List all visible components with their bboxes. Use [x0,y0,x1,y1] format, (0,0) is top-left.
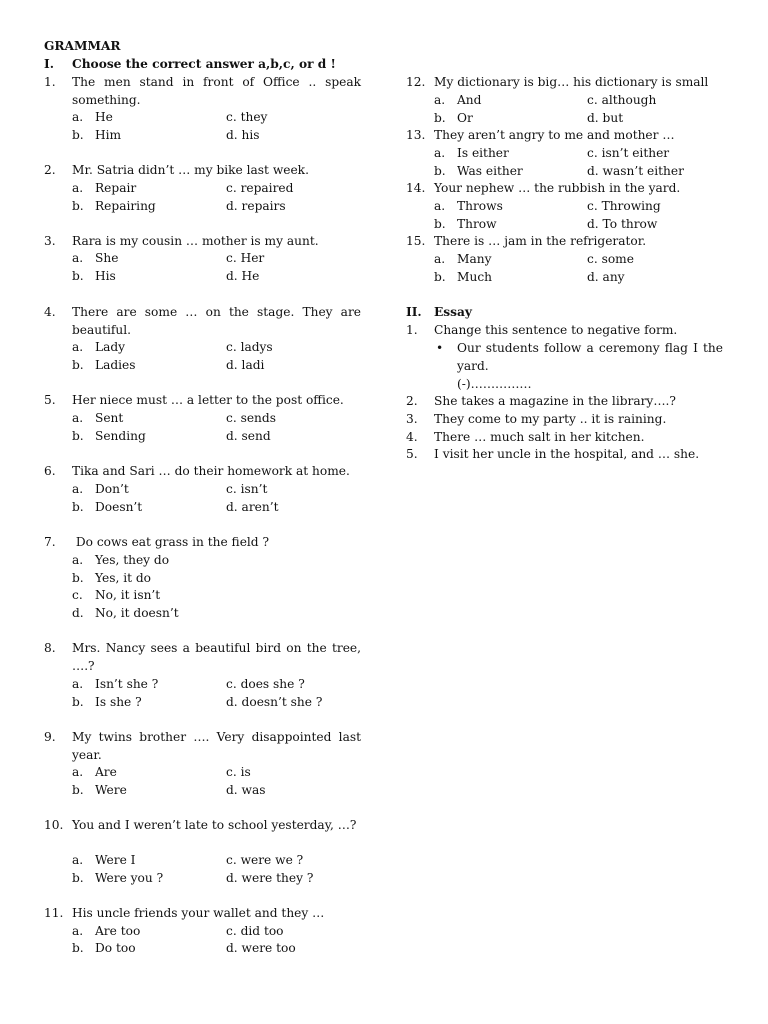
option-d: d. his [226,128,260,142]
option-b: Doesn’t [95,500,143,514]
option-letter: a. [72,924,84,938]
option-a: She [95,251,119,265]
option-a: And [457,93,482,107]
question-number: 12. [406,75,426,89]
option-c: c. Her [226,251,265,265]
question-text: My twins brother …. Very disappointed last year. [72,730,361,762]
option-letter: a. [72,181,84,195]
option-d: d. was [226,783,266,797]
option-letter: a. [72,411,84,425]
question-number: 2. [44,163,56,177]
option-b: Sending [95,429,146,443]
option-b: Yes, it do [95,571,152,585]
question-number: 4. [44,305,56,319]
option-b: Much [457,270,493,284]
essay-number: 2. [406,394,418,408]
document-title: GRAMMAR [44,39,121,53]
question-text: There is … jam in the refrigerator. [434,234,647,248]
option-a: Are [95,765,117,779]
question-text: They aren’t angry to me and mother … [434,128,675,142]
option-letter: b. [434,164,446,178]
option-d: d. any [587,270,625,284]
question-number: 9. [44,730,56,744]
option-letter: a. [72,765,84,779]
option-letter: b. [72,871,84,885]
option-a: Is either [457,146,509,160]
bullet-icon: • [436,341,444,355]
option-letter: a. [434,199,446,213]
option-letter: a. [434,146,446,160]
option-c: c. Throwing [587,199,661,213]
essay-number: 4. [406,430,418,444]
option-c: c. isn’t [226,482,268,496]
option-b: Were you ? [95,871,164,885]
option-a: Don’t [95,482,129,496]
question-number: 14. [406,181,426,195]
option-c: c. does she ? [226,677,305,691]
option-b: Him [95,128,122,142]
essay-bullet-text: Our students follow a ceremony flag I the yard. [457,341,723,373]
option-letter: b. [72,571,84,585]
option-d: d. but [587,111,624,125]
option-c: c. is [226,765,251,779]
section-instruction: Choose the correct answer a,b,c, or d ! [72,57,336,71]
option-letter: a. [72,251,84,265]
option-letter: a. [72,110,84,124]
question-number: 13. [406,128,426,142]
option-d: d. wasn’t either [587,164,684,178]
option-c: c. ladys [226,340,273,354]
option-c: c. were we ? [226,853,304,867]
option-c: c. isn’t either [587,146,670,160]
question-text: Mr. Satria didn’t … my bike last week. [72,163,309,177]
option-letter: b. [72,269,84,283]
option-a: Isn’t she ? [95,677,159,691]
question-number: 5. [44,393,56,407]
option-d: d. send [226,429,271,443]
option-letter: b. [434,270,446,284]
option-letter: b. [72,941,84,955]
option-b: Repairing [95,199,156,213]
essay-number: 3. [406,412,418,426]
option-a: Yes, they do [95,553,170,567]
question-text: The men stand in front of Office .. speak something. [72,75,361,107]
option-letter: b. [434,111,446,125]
question-number: 8. [44,641,56,655]
option-c: c. did too [226,924,284,938]
option-letter: b. [434,217,446,231]
question-number: 10. [44,818,64,832]
question-number: 7. [44,535,56,549]
question-number: 6. [44,464,56,478]
option-a: Lady [95,340,126,354]
answer-line: (-)…………… [457,377,532,391]
question-number: 3. [44,234,56,248]
option-d: d. ladi [226,358,265,372]
option-b: Or [457,111,473,125]
option-a: Repair [95,181,137,195]
option-d: d. were too [226,941,296,955]
option-b: Is she ? [95,695,142,709]
essay-number: 1. [406,323,418,337]
option-b: Ladies [95,358,136,372]
option-b: Was either [457,164,523,178]
option-letter: b. [72,429,84,443]
option-d: d. repairs [226,199,286,213]
question-text: My dictionary is big… his dictionary is small [434,75,709,89]
option-d: d. aren’t [226,500,279,514]
question-text: There are some … on the stage. They are beautiful. [72,305,361,337]
question-text: Tika and Sari … do their homework at home. [72,464,350,478]
question-text: His uncle friends your wallet and they … [72,906,325,920]
question-number: 15. [406,234,426,248]
option-c: c. sends [226,411,276,425]
option-b: Were [95,783,127,797]
option-a: Sent [95,411,124,425]
option-a: Are too [95,924,141,938]
option-b: Do too [95,941,136,955]
option-c: c. some [587,252,634,266]
section-number: II. [406,305,422,319]
essay-number: 5. [406,447,418,461]
option-letter: b. [72,695,84,709]
essay-text: They come to my party .. it is raining. [434,412,667,426]
option-letter: a. [72,853,84,867]
option-letter: b. [72,783,84,797]
essay-text: There … much salt in her kitchen. [434,430,645,444]
option-a: Throws [457,199,503,213]
question-number: 1. [44,75,56,89]
option-d: d. He [226,269,260,283]
essay-text: Change this sentence to negative form. [434,323,678,337]
question-text: Rara is my cousin … mother is my aunt. [72,234,319,248]
option-letter: a. [72,340,84,354]
option-letter: a. [434,252,446,266]
option-letter: b. [72,500,84,514]
option-a: Many [457,252,492,266]
option-d: d. were they ? [226,871,314,885]
option-letter: b. [72,128,84,142]
question-text: Do cows eat grass in the field ? [72,535,270,549]
option-d: No, it doesn’t [95,606,179,620]
question-text: Your nephew … the rubbish in the yard. [434,181,681,195]
option-letter: a. [72,482,84,496]
essay-text: I visit her uncle in the hospital, and … she. [434,447,700,461]
question-text: Mrs. Nancy sees a beautiful bird on the tree, ….? [72,641,361,673]
option-letter: c. [72,588,83,602]
option-b: Throw [457,217,497,231]
section-number: I. [44,57,54,71]
option-letter: d. [72,606,84,620]
section-title: Essay [434,305,472,319]
option-c: No, it isn’t [95,588,161,602]
option-c: c. they [226,110,268,124]
option-c: c. although [587,93,657,107]
option-b: His [95,269,116,283]
essay-text: She takes a magazine in the library….? [434,394,676,408]
option-a: He [95,110,113,124]
option-letter: b. [72,358,84,372]
question-text: Her niece must … a letter to the post office. [72,393,344,407]
option-letter: a. [72,553,84,567]
option-a: Were I [95,853,136,867]
option-letter: b. [72,199,84,213]
question-text: You and I weren’t late to school yesterday, …? [72,818,357,832]
option-d: d. doesn’t she ? [226,695,323,709]
option-letter: a. [72,677,84,691]
option-c: c. repaired [226,181,294,195]
option-d: d. To throw [587,217,658,231]
question-number: 11. [44,906,64,920]
option-letter: a. [434,93,446,107]
